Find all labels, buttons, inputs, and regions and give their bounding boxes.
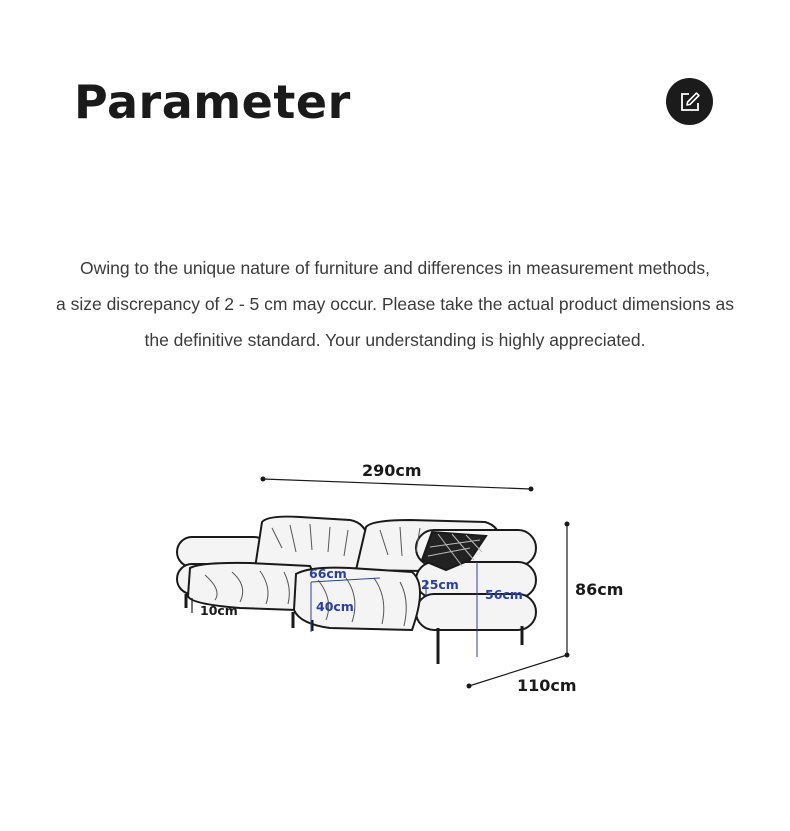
width-label: 290cm	[362, 461, 422, 480]
depth-dimension	[467, 655, 577, 695]
seat-to-back-label: 56cm	[485, 587, 523, 602]
page-title: Parameter	[74, 75, 351, 129]
sofa-illustration	[177, 517, 536, 664]
height-dimension	[565, 522, 624, 658]
seat-height-label: 40cm	[316, 599, 354, 614]
leg-height-label: 10cm	[200, 603, 238, 618]
height-label: 86cm	[575, 580, 624, 599]
notice-line-1: Owing to the unique nature of furniture and differences in measurement methods,	[79, 258, 711, 278]
depth-label: 110cm	[517, 676, 577, 695]
notice-line-3: the definitive standard. Your understanding is highly appreciated.	[144, 330, 646, 350]
notice-line-2: a size discrepancy of 2 - 5 cm may occur. Please take the actual product dimensions as	[56, 294, 734, 314]
armrest-height-label: 25cm	[421, 577, 459, 592]
width-dimension	[261, 461, 534, 492]
seat-depth-label: 66cm	[309, 566, 347, 581]
